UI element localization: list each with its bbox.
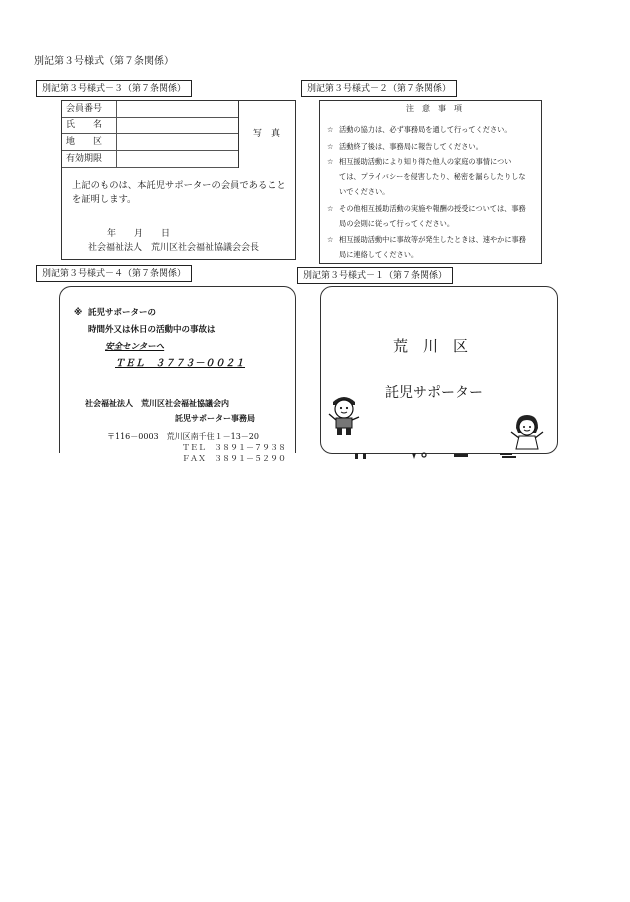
photo-label: 写 真 xyxy=(253,129,281,139)
star-bullet-icon: ☆ xyxy=(327,157,334,166)
notice-line-1: 託児サポーターの xyxy=(88,308,157,318)
girl-character-icon xyxy=(509,411,545,455)
photo-area xyxy=(238,101,295,167)
note-text: 相互援助活動により知り得た他人の家庭の事情につい xyxy=(339,157,512,166)
office-tel: ＴＥＬ ３８９１－７９３８ xyxy=(182,443,286,452)
note-text: 活動の協力は、必ず事務局を通して行ってください。 xyxy=(339,125,512,134)
page-title: 別記第３号様式（第７条関係） xyxy=(34,56,174,67)
note-text: その他相互援助活動の実施や報酬の授受については、事務 xyxy=(339,204,526,213)
date-line: 年 月 日 xyxy=(107,229,171,239)
note-text: 局に連絡してください。 xyxy=(339,250,419,259)
note-text: 局の会則に従って行ってください。 xyxy=(339,219,455,228)
member-card-form3 xyxy=(61,100,296,260)
safety-center-text: 安全センターへ xyxy=(105,342,165,352)
label-name: 氏 名 xyxy=(66,120,103,130)
star-bullet-icon: ☆ xyxy=(327,125,334,134)
boy-character-icon xyxy=(327,392,361,436)
note-1-line-1 xyxy=(327,125,512,134)
certification-line-1: 上記のものは、本託児サポーターの会員であること xyxy=(72,180,286,191)
org-line-2: 託児サポーター事務局 xyxy=(175,414,255,423)
row-expiry xyxy=(62,151,238,168)
note-3-line-1 xyxy=(327,157,511,166)
office-fax: ＦＡＸ ３８９１－５２９０ xyxy=(182,454,286,463)
notes-box xyxy=(319,100,542,264)
star-bullet-icon: ☆ xyxy=(327,204,334,213)
row-name xyxy=(62,117,238,134)
form2-tag: 別記第３号様式－２（第７条関係） xyxy=(301,80,457,97)
note-text: 活動終了後は、事務局に報告してください。 xyxy=(339,142,483,151)
org-line-1: 社会福祉法人 荒川区社会福祉協議会内 xyxy=(85,399,229,408)
address-line: 〒116－0003 荒川区南千住１－13－20 xyxy=(107,432,259,441)
notice-line-2: 時間外又は休日の活動中の事故は xyxy=(88,325,216,335)
row-member-number xyxy=(62,101,238,118)
form3-tag: 別記第３号様式－３（第７条関係） xyxy=(36,80,192,97)
label-member-number: 会員番号 xyxy=(66,104,103,114)
clipped-lettering-decoration xyxy=(350,452,530,460)
card-back-form4 xyxy=(59,286,296,463)
note-4-line-2 xyxy=(327,219,454,228)
note-text: 相互援助活動中に事故等が発生したときは、速やかに事務 xyxy=(339,235,526,244)
notes-title: 注 意 事 項 xyxy=(406,104,462,113)
form1-tag: 別記第３号様式－１（第７条関係） xyxy=(297,267,453,284)
star-bullet-icon: ☆ xyxy=(327,142,334,151)
issuer-line: 社会福祉法人 荒川区社会福祉協議会会長 xyxy=(88,243,260,253)
ward-name: 荒 川 区 xyxy=(393,337,469,355)
note-3-line-2 xyxy=(327,172,526,181)
notice-mark: ※ xyxy=(74,308,83,318)
note-5-line-2 xyxy=(327,250,418,259)
label-expiry: 有効期限 xyxy=(66,154,103,164)
card-front-form1 xyxy=(320,286,558,454)
member-info-grid xyxy=(62,101,239,168)
emergency-tel: ＴＥＬ ３７７３－００２１ xyxy=(115,358,246,369)
grid-divider xyxy=(116,101,117,167)
star-bullet-icon: ☆ xyxy=(327,235,334,244)
note-2-line-1 xyxy=(327,142,483,151)
note-text: いでください。 xyxy=(339,187,390,196)
note-text: ては、プライバシーを侵害したり、秘密を漏らしたりしな xyxy=(339,172,526,181)
form4-tag: 別記第３号様式－４（第７条関係） xyxy=(36,265,192,282)
note-3-line-3 xyxy=(327,187,389,196)
note-4-line-1 xyxy=(327,204,526,213)
label-district: 地 区 xyxy=(66,137,103,147)
certification-line-2: を証明します。 xyxy=(72,194,137,205)
note-5-line-1 xyxy=(327,235,526,244)
card-title: 託児サポーター xyxy=(385,385,483,401)
row-district xyxy=(62,134,238,151)
